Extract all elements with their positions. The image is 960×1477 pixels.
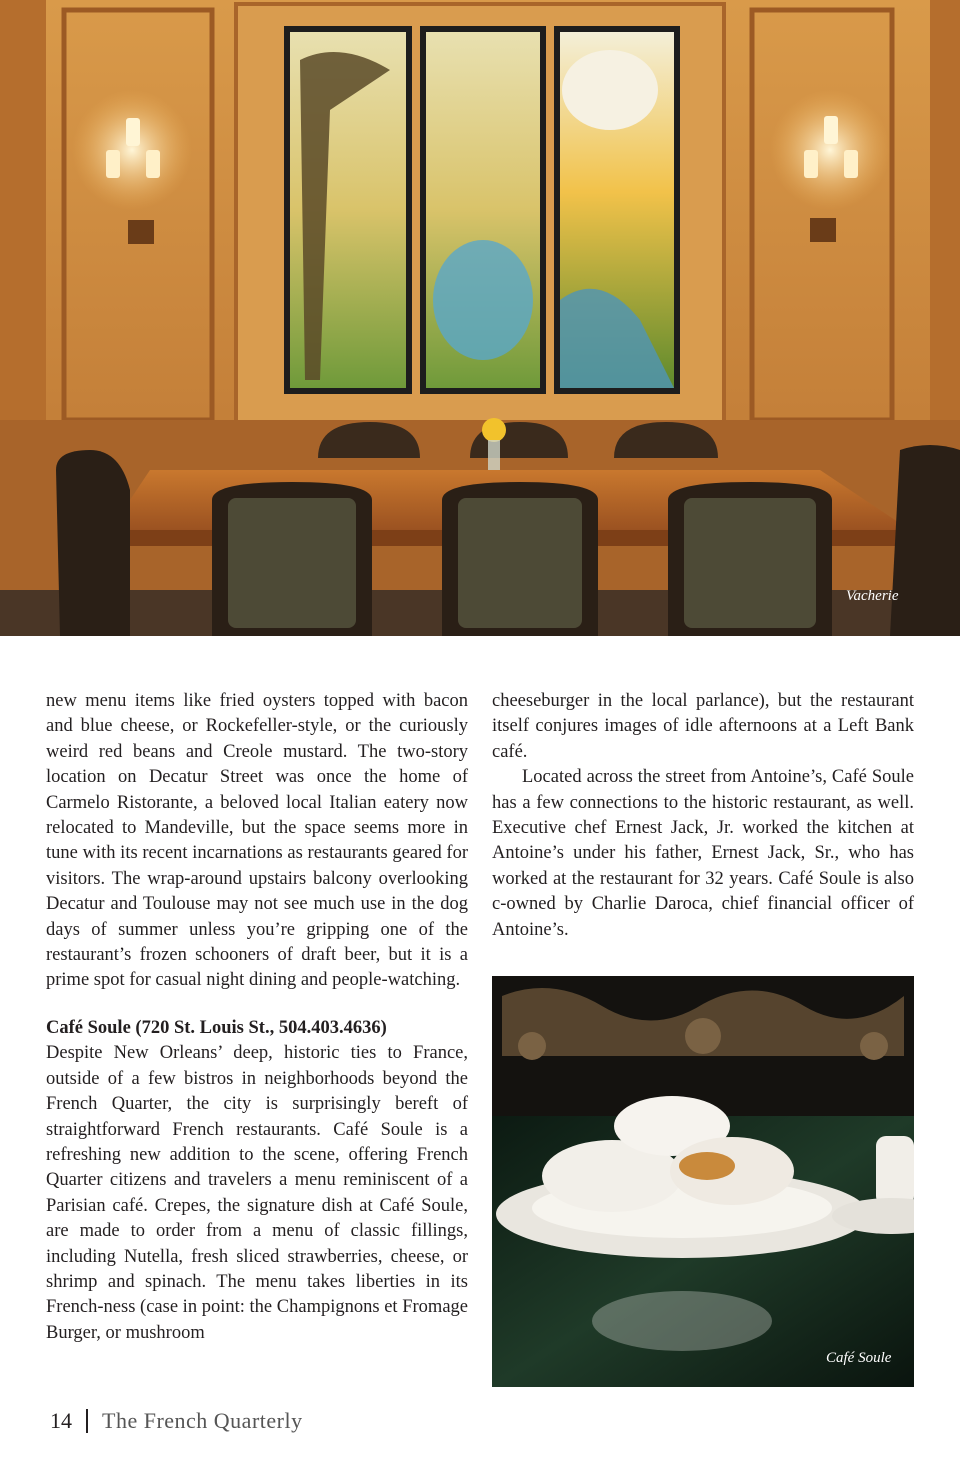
section-heading: Café Soule (720 St. Louis St., 504.403.4636) (46, 1017, 387, 1038)
body-paragraph: Despite New Orleans’ deep, historic ties to France, outside of a few bistros in neighborhoods beyond the French Quarter, the city is surprisingly bereft of straightforward French restaurants. Café Soule is a refreshing new addition to the scene, offering French Quarter citizens and travelers a menu reminiscent of a Parisian café. Crepes, the signature dish at Café Soule, are made to order from a menu of classic fillings, including Nutella, fresh sliced strawberries, cheese, or shrimp and spinach. The menu takes liberties in its French-ness (case in point: the Champignons et Fromage Burger, or mushroom (46, 1043, 468, 1343)
magazine-title: The French Quarterly (102, 1408, 303, 1433)
dining-room-photo (0, 0, 960, 636)
right-column (492, 689, 914, 943)
body-paragraph: cheeseburger in the local parlance), but the restaurant itself conjures images of idle afternoons at a Left Bank café. (492, 691, 914, 762)
footer-divider (86, 1409, 88, 1433)
left-column (46, 689, 468, 1346)
page-footer (50, 1408, 303, 1434)
photo-caption: Café Soule (826, 1350, 892, 1366)
body-paragraph: Located across the street from Antoine’s, Café Soule has a few connections to the historic restaurant, as well. Executive chef Ernest Jack, Jr. worked the kitchen at Antoine’s under his father, Ernest Jack, Sr., who has worked at the restaurant for 32 years. Café Soule is also c-owned by Charlie Daroca, chief financial officer of Antoine’s. (492, 767, 914, 940)
beignets-photo (492, 976, 914, 1387)
dining-room-illustration (0, 0, 960, 636)
photo-caption: Vacherie (846, 588, 899, 604)
page-number: 14 (50, 1408, 72, 1433)
beignets-illustration (492, 976, 914, 1387)
body-paragraph: new menu items like fried oysters topped with bacon and blue cheese, or Rockefeller-style, or the curiously weird red beans and Creole mustard. The two-story location on Decatur Street was once the home of Carmelo Ristorante, a beloved local Italian eatery now relocated to Mandeville, but the space seems more in tune with its recent incarnations as restaurants geared for visitors. The wrap-around upstairs balcony overlooking Decatur and Toulouse may not see much use in the dog days of summer unless you’re gripping one of the restaurant’s frozen schooners of draft beer, but it is a prime spot for casual night dining and people-watching. (46, 691, 468, 991)
